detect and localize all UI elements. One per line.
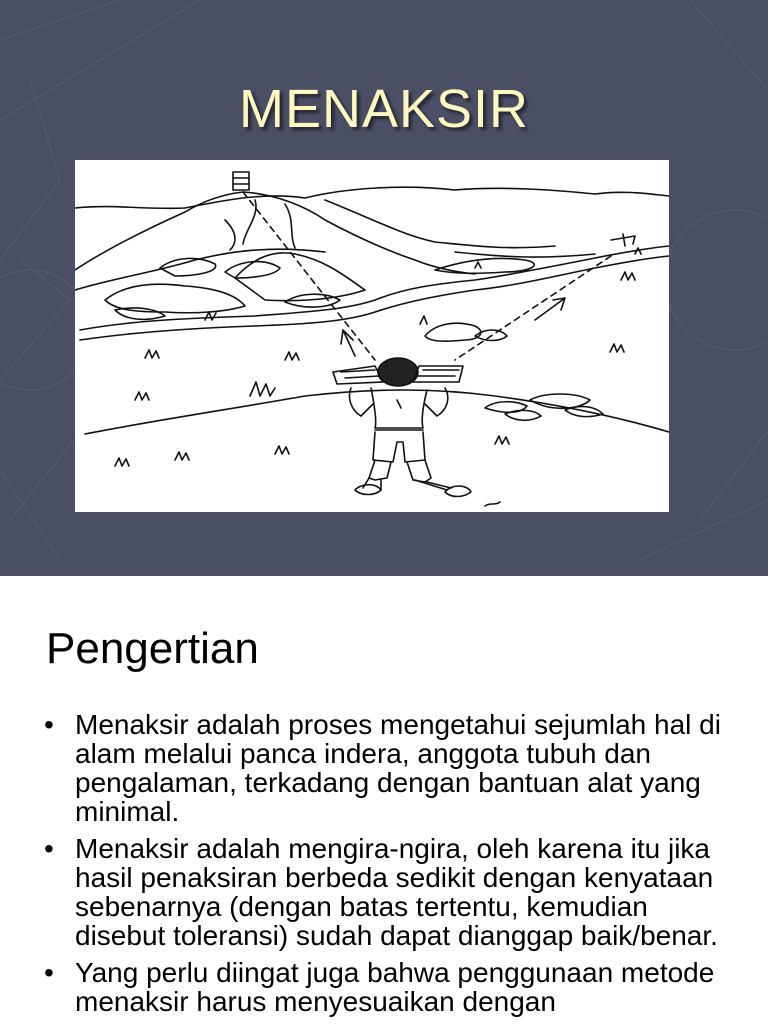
section-heading: Pengertian [46, 624, 259, 673]
illustration-estimation-scene [75, 160, 669, 512]
bullet-text: Yang perlu diingat juga bahwa penggunaan metode menaksir harus menyesuaikan dengan [75, 957, 715, 1017]
bullet-text: Menaksir adalah mengira-ngira, oleh karena itu jika hasil penaksiran berbeda sedikit dengan kenyataan sebenarnya (dengan batas tertentu, kemudian disebut toleransi) sudah dapat dianggap baik/benar. [75, 833, 718, 951]
bullet-symbol: • [44, 957, 54, 988]
bullet-item [44, 958, 734, 1016]
slide-content [0, 576, 768, 1024]
bullet-item [44, 834, 734, 950]
slide-title-text: MENAKSIR [238, 79, 530, 139]
bullet-symbol: • [44, 709, 54, 740]
bullet-symbol: • [44, 833, 54, 864]
bullet-list [44, 710, 734, 1024]
bullet-item [44, 710, 734, 826]
bullet-text: Menaksir adalah proses mengetahui sejumlah hal di alam melalui panca indera, anggota tubuh dan pengalaman, terkadang dengan bantuan alat yang minimal. [75, 709, 721, 827]
